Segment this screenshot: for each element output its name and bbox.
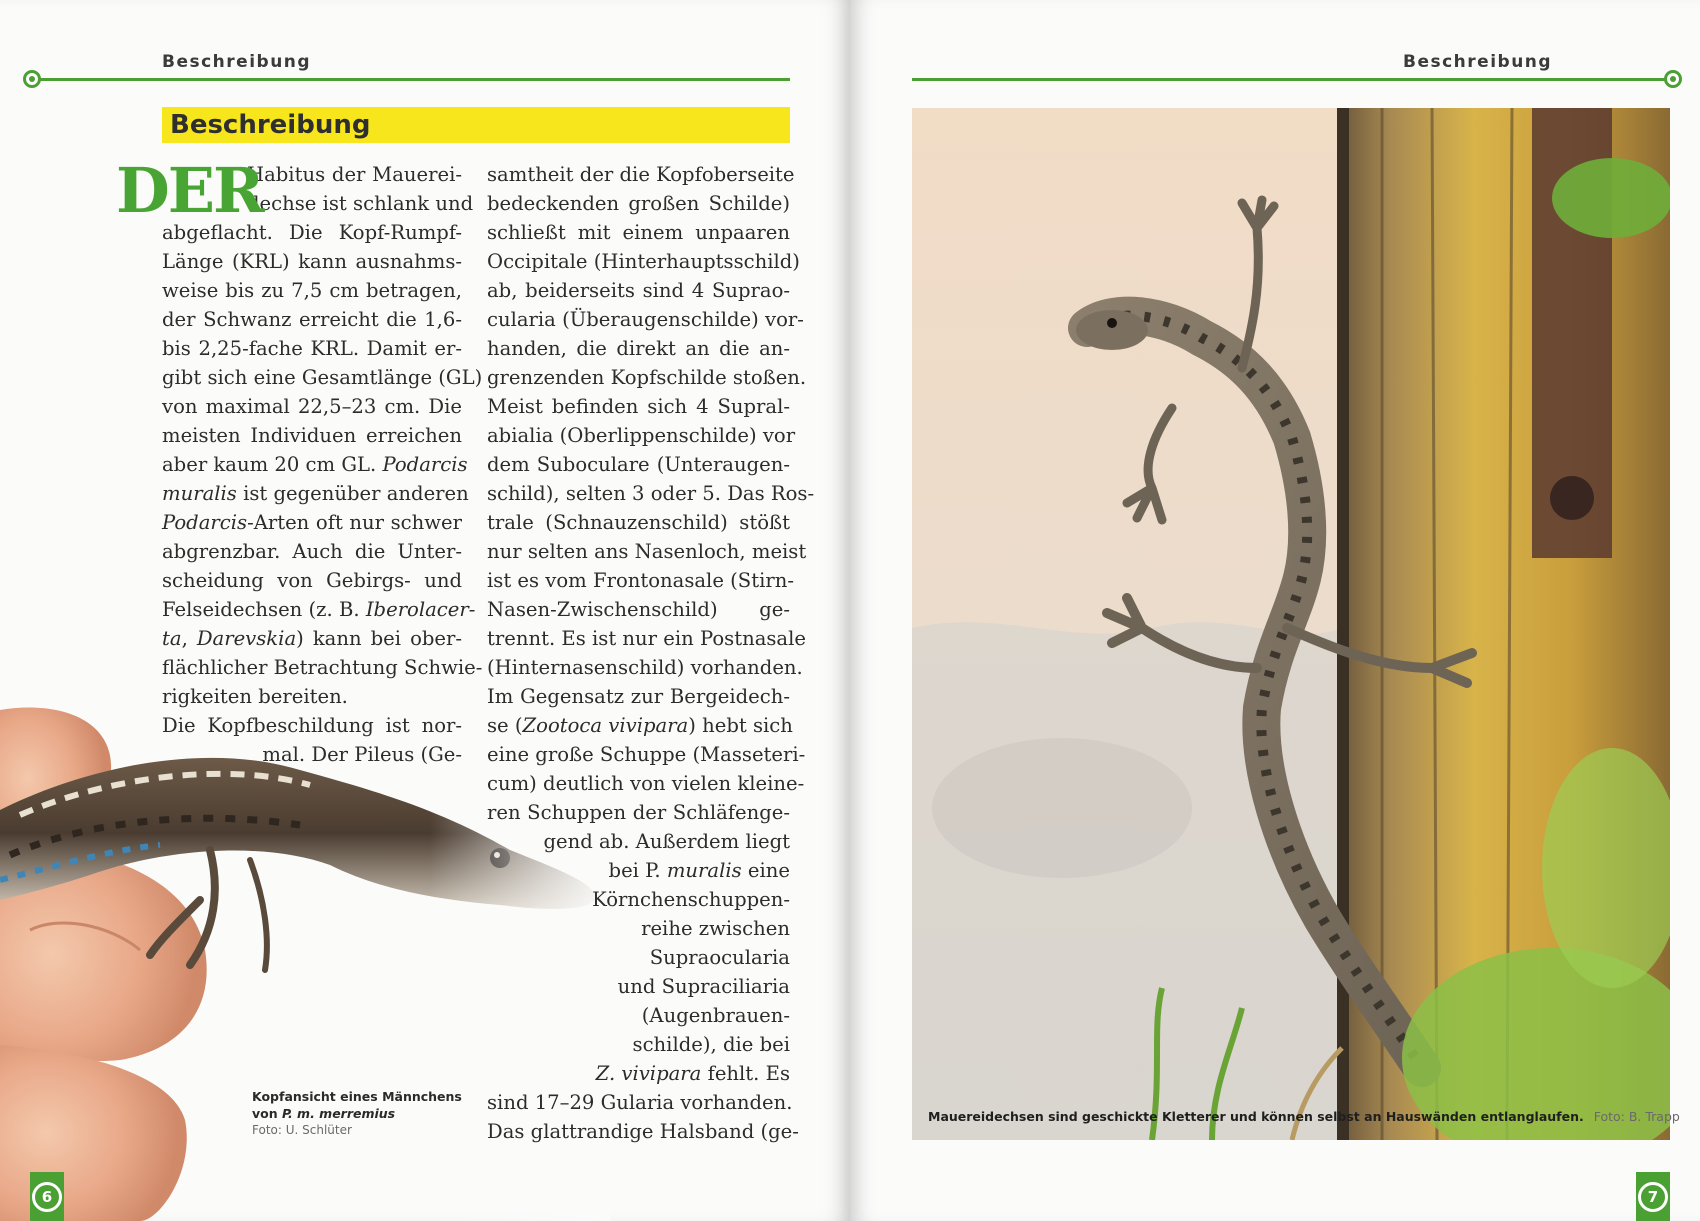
text-line: ab, beiderseits sind 4 Suprao- [487, 279, 790, 302]
text-line: gend ab. Außerdem liegt [543, 830, 790, 853]
text-line: meisten Individuen erreichen [162, 424, 462, 447]
rule-dot-right [1664, 70, 1682, 88]
text-line: grenzenden Kopfschilde stoßen. [487, 366, 807, 389]
text-line: cularia (Überaugenschilde) vor- [487, 308, 804, 331]
text-line: schild), selten 3 oder 5. Das Ros- [487, 482, 815, 505]
text-line: abgeflacht. Die Kopf-Rumpf- [162, 221, 462, 244]
text-line: schließt mit einem unpaaren [487, 221, 790, 244]
photo-caption-right [928, 1109, 1680, 1124]
text-line: Z. vivipara fehlt. Es [595, 1062, 790, 1085]
text-line: bei P. muralis eine [608, 859, 790, 882]
text-line: Die Kopfbeschildung ist nor- [162, 714, 462, 737]
caption-text: Mauereidechsen sind geschickte Kletterer und können selbst an Hauswänden entlanglaufen. [928, 1109, 1584, 1124]
text-line: der Schwanz erreicht die 1,6- [162, 308, 462, 331]
text-line: ist es vom Frontonasale (Stirn- [487, 569, 794, 592]
page-number-tab-right [1636, 1172, 1670, 1221]
text-line: reihe zwischen [641, 917, 790, 940]
text-line: gibt sich eine Gesamtlänge (GL) [162, 366, 483, 389]
text-line: flächlicher Betrachtung Schwie- [162, 656, 483, 679]
text-line: Körnchenschuppen- [592, 888, 790, 911]
page-number: 6 [32, 1182, 62, 1212]
text-line: scheidung von Gebirgs- und [162, 569, 462, 592]
text-line: Supraocularia [649, 946, 790, 969]
text-line: abialia (Oberlippenschilde) vor [487, 424, 796, 447]
text-line: Podarcis-Arten oft nur schwer [162, 511, 462, 534]
text-line: trennt. Es ist nur ein Postnasale [487, 627, 806, 650]
drop-cap: DER [116, 154, 263, 227]
text-line: Das glattrandige Halsband (ge- [487, 1120, 799, 1143]
wall-lizard-photo [912, 108, 1670, 1140]
text-line: (Augenbrauen- [641, 1004, 790, 1027]
header-rule-left [38, 78, 790, 81]
text-line: Habitus der Mauerei- [247, 163, 462, 186]
page-number-tab-left [30, 1172, 64, 1221]
text-line: nur selten ans Nasenloch, meist [487, 540, 807, 563]
text-line: Occipitale (Hinterhauptsschild) [487, 250, 800, 273]
text-line: rigkeiten bereiten. [162, 685, 348, 708]
caption-line: Kopfansicht eines Männchens [252, 1089, 462, 1104]
text-line: bedeckenden großen Schilde) [487, 192, 790, 215]
text-line: samtheit der die Kopfoberseite [487, 163, 795, 186]
running-head-right: Beschreibung [1403, 52, 1553, 72]
page-number: 7 [1638, 1182, 1668, 1212]
text-line: von maximal 22,5–23 cm. Die [162, 395, 462, 418]
photo-credit: Foto: U. Schlüter [252, 1123, 352, 1137]
text-line: ren Schuppen der Schläfenge- [487, 801, 790, 824]
text-line: handen, die direkt an die an- [487, 337, 790, 360]
text-line: trale (Schnauzenschild) stößt [487, 511, 790, 534]
header-rule-right [912, 78, 1667, 81]
caption-line [252, 1105, 462, 1122]
text-line: dechse ist schlank und [247, 192, 474, 215]
text-line: mal. Der Pileus (Ge- [262, 743, 462, 766]
text-line: eine große Schuppe (Masseteri- [487, 743, 806, 766]
text-line: Im Gegensatz zur Bergeidech- [487, 685, 790, 708]
text-line: (Hinternasenschild) vorhanden. [487, 656, 803, 679]
running-head-left: Beschreibung [162, 52, 312, 72]
text-line: weise bis zu 7,5 cm betragen, [162, 279, 462, 302]
text-line: se (Zootoca vivipara) hebt sich [487, 714, 793, 737]
text-column-2 [487, 160, 815, 1146]
text-line: Meist befinden sich 4 Supral- [487, 395, 790, 418]
text-line: ta, Darevskia) kann bei ober- [162, 627, 462, 650]
caption-text: von [252, 1106, 282, 1121]
text-line: muralis ist gegenüber anderen [162, 482, 469, 505]
text-line: dem Suboculare (Unteraugen- [487, 453, 790, 476]
photo-credit: Foto: B. Trapp [1593, 1109, 1680, 1124]
text-line: Nasen-Zwischenschild) ge- [487, 598, 790, 621]
right-page [850, 0, 1700, 1221]
text-line: sind 17–29 Gularia vorhanden. [487, 1091, 793, 1114]
text-line: schilde), die bei [632, 1033, 790, 1056]
text-line: Felseidechsen (z. B. Iberolacer- [162, 598, 476, 621]
text-line: Länge (KRL) kann ausnahms- [162, 250, 462, 273]
caption-species: P. m. merremius [282, 1106, 396, 1121]
text-line: aber kaum 20 cm GL. Podarcis [162, 453, 468, 476]
section-heading: Beschreibung [162, 107, 790, 143]
text-line: und Supraciliaria [617, 975, 790, 998]
text-column-1 [116, 154, 483, 769]
text-line: abgrenzbar. Auch die Unter- [162, 540, 462, 563]
photo-caption-left [252, 1088, 462, 1139]
text-line: cum) deutlich von vielen kleine- [487, 772, 805, 795]
text-line: bis 2,25-fache KRL. Damit er- [162, 337, 462, 360]
